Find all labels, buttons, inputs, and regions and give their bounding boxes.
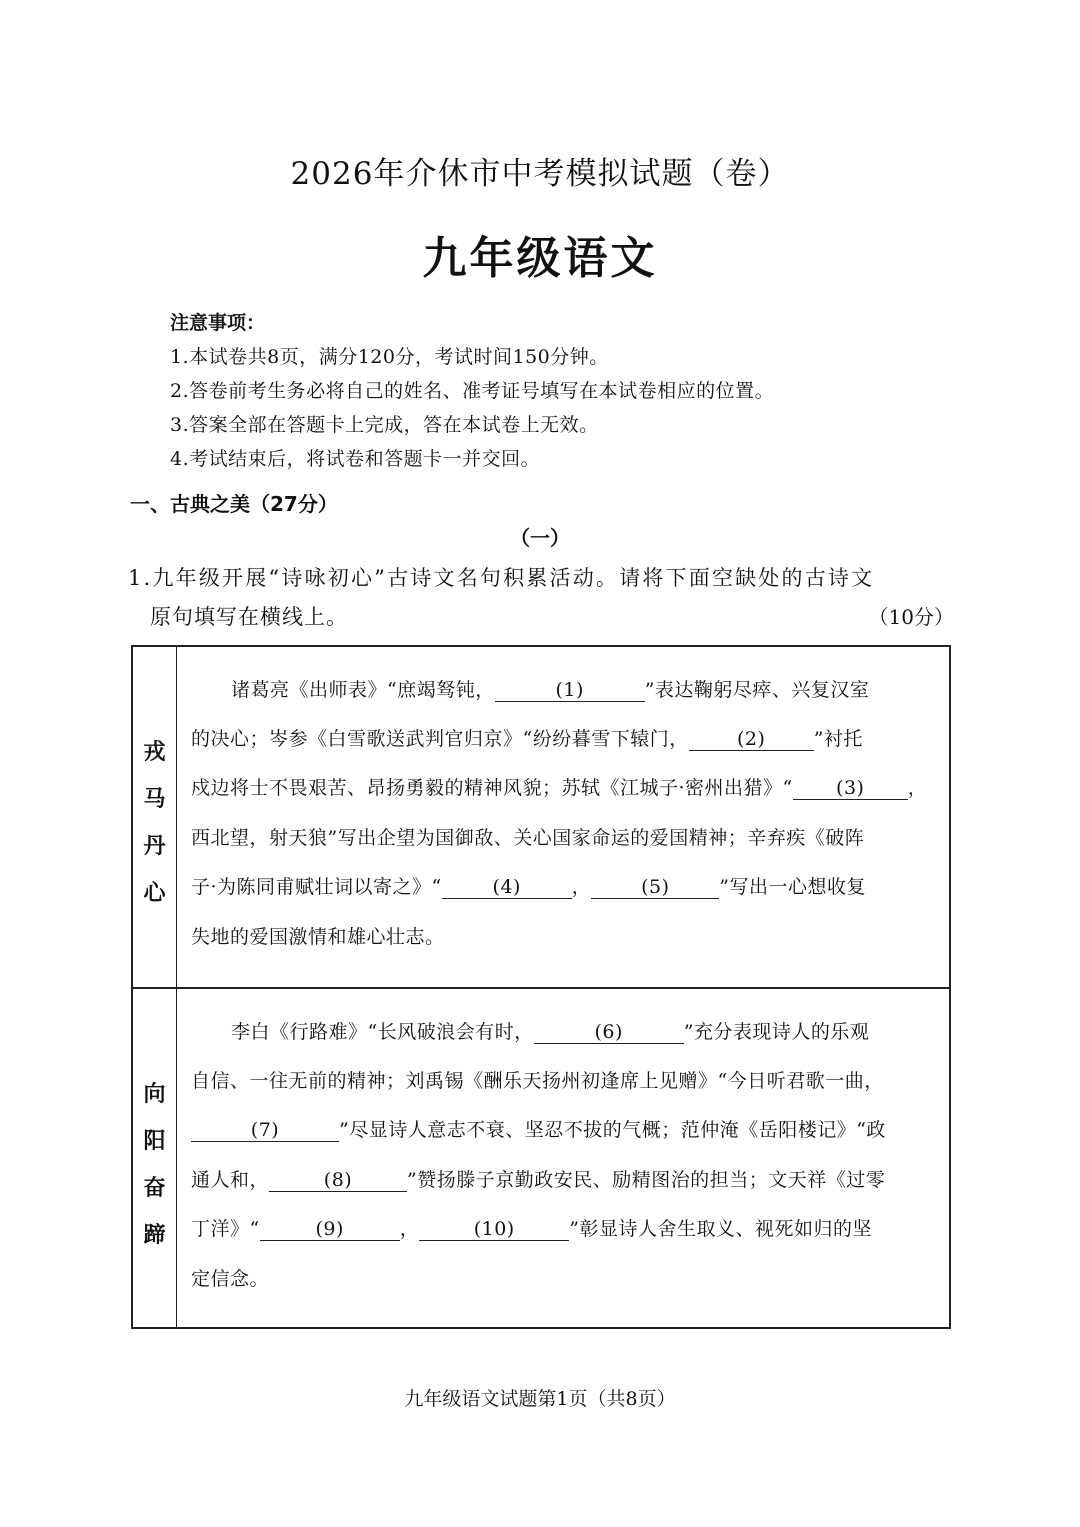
note-item-1: 1.本试卷共8页，满分120分，考试时间150分钟。 (170, 346, 609, 368)
passage-text: ， (907, 777, 928, 799)
passage-line (191, 1165, 885, 1192)
passage-text: 诸葛亮《出师表》“庶竭驽钝， (231, 679, 495, 701)
answer-blank-9[interactable]: (9) (260, 1218, 400, 1241)
passage-line: 西北望，射天狼”写出企望为国御敌、关心国家命运的爱国精神；辛弃疾《破阵 (191, 827, 865, 849)
passage-text: ， (399, 1218, 420, 1240)
passage-text: ”尽显诗人意志不衰、坚忍不拔的气概；范仲淹《岳阳楼记》“政 (339, 1119, 886, 1141)
table-row-striving-forward (133, 989, 949, 1327)
passage-text: 子·为陈同甫赋壮词以寄之》“ (191, 876, 442, 898)
passage-text: 的决心；岑参《白雪歌送武判官归京》“纷纷暮雪下辕门， (191, 728, 689, 750)
theme-char: 丹 (143, 834, 166, 859)
answer-blank-3[interactable]: (3) (793, 777, 908, 800)
passage-line: 失地的爱国激情和雄心壮志。 (191, 926, 445, 948)
passage-text: ， (571, 876, 592, 898)
passage-text: ”衬托 (813, 728, 863, 750)
page-footer: 九年级语文试题第1页（共8页） (404, 1388, 676, 1410)
theme-char: 戎 (143, 740, 166, 765)
passage-line (191, 773, 927, 800)
passage-line (191, 724, 863, 751)
question-1-score: （10分） (868, 605, 954, 629)
passage-line (231, 675, 869, 702)
subject-title: 九年级语文 (422, 233, 658, 284)
exam-title: 2026年介休市中考模拟试题（卷） (290, 156, 790, 192)
table-row-military-loyalty (133, 647, 949, 989)
theme-cell (133, 647, 177, 987)
theme-char: 向 (143, 1082, 166, 1107)
answer-blank-10[interactable]: (10) (419, 1218, 569, 1241)
poem-fill-table (131, 645, 951, 1329)
answer-blank-8[interactable]: (8) (269, 1169, 407, 1192)
passage-line: 自信、一往无前的精神；刘禹锡《酬乐天扬州初逢席上见赠》“今日听君歌一曲， (191, 1070, 884, 1092)
theme-char: 马 (143, 787, 166, 812)
answer-blank-1[interactable]: (1) (495, 679, 645, 702)
answer-blank-6[interactable]: (6) (534, 1021, 684, 1044)
section-heading: 一、古典之美（27分） (130, 492, 338, 516)
note-item-2: 2.答卷前考生务必将自己的姓名、准考证号填写在本试卷相应的位置。 (170, 380, 775, 402)
theme-char: 阳 (143, 1129, 166, 1154)
answer-blank-4[interactable]: (4) (442, 876, 572, 899)
passage-line (191, 1115, 886, 1142)
theme-char: 心 (143, 881, 166, 906)
passage-text: 戍边将士不畏艰苦、昂扬勇毅的精神风貌；苏轼《江城子·密州出猎》“ (191, 777, 793, 799)
theme-cell (133, 989, 177, 1327)
answer-blank-7[interactable]: (7) (191, 1119, 339, 1142)
passage-line (191, 1214, 872, 1241)
part-label: （一） (510, 526, 570, 550)
passage-text: 丁洋》“ (191, 1218, 260, 1240)
passage-text: ”彰显诗人舍生取义、视死如归的坚 (569, 1218, 872, 1240)
passage-text: 通人和， (191, 1169, 270, 1191)
passage-text: ”表达鞠躬尽瘁、兴复汉室 (644, 679, 870, 701)
theme-char: 奋 (143, 1176, 166, 1201)
passage-text: ”写出一心想收复 (719, 876, 866, 898)
note-item-3: 3.答案全部在答题卡上完成，答在本试卷上无效。 (170, 414, 599, 436)
passage-text: ”充分表现诗人的乐观 (683, 1021, 870, 1043)
passage-line (191, 872, 866, 899)
note-item-4: 4.考试结束后，将试卷和答题卡一并交回。 (170, 448, 541, 470)
passage-line (231, 1017, 869, 1044)
question-1-prompt-cont: 原句填写在横线上。 (150, 605, 348, 629)
notes-heading: 注意事项： (170, 312, 266, 334)
answer-blank-2[interactable]: (2) (689, 728, 814, 751)
theme-char: 蹄 (143, 1223, 166, 1248)
passage-line: 定信念。 (191, 1268, 270, 1290)
answer-blank-5[interactable]: (5) (591, 876, 719, 899)
passage-text: 李白《行路难》“长风破浪会有时， (231, 1021, 534, 1043)
passage-text: ”赞扬滕子京勤政安民、励精图治的担当；文天祥《过零 (407, 1169, 886, 1191)
question-1-prompt: 1.九年级开展“诗咏初心”古诗文名句积累活动。请将下面空缺处的古诗文 (128, 566, 875, 590)
